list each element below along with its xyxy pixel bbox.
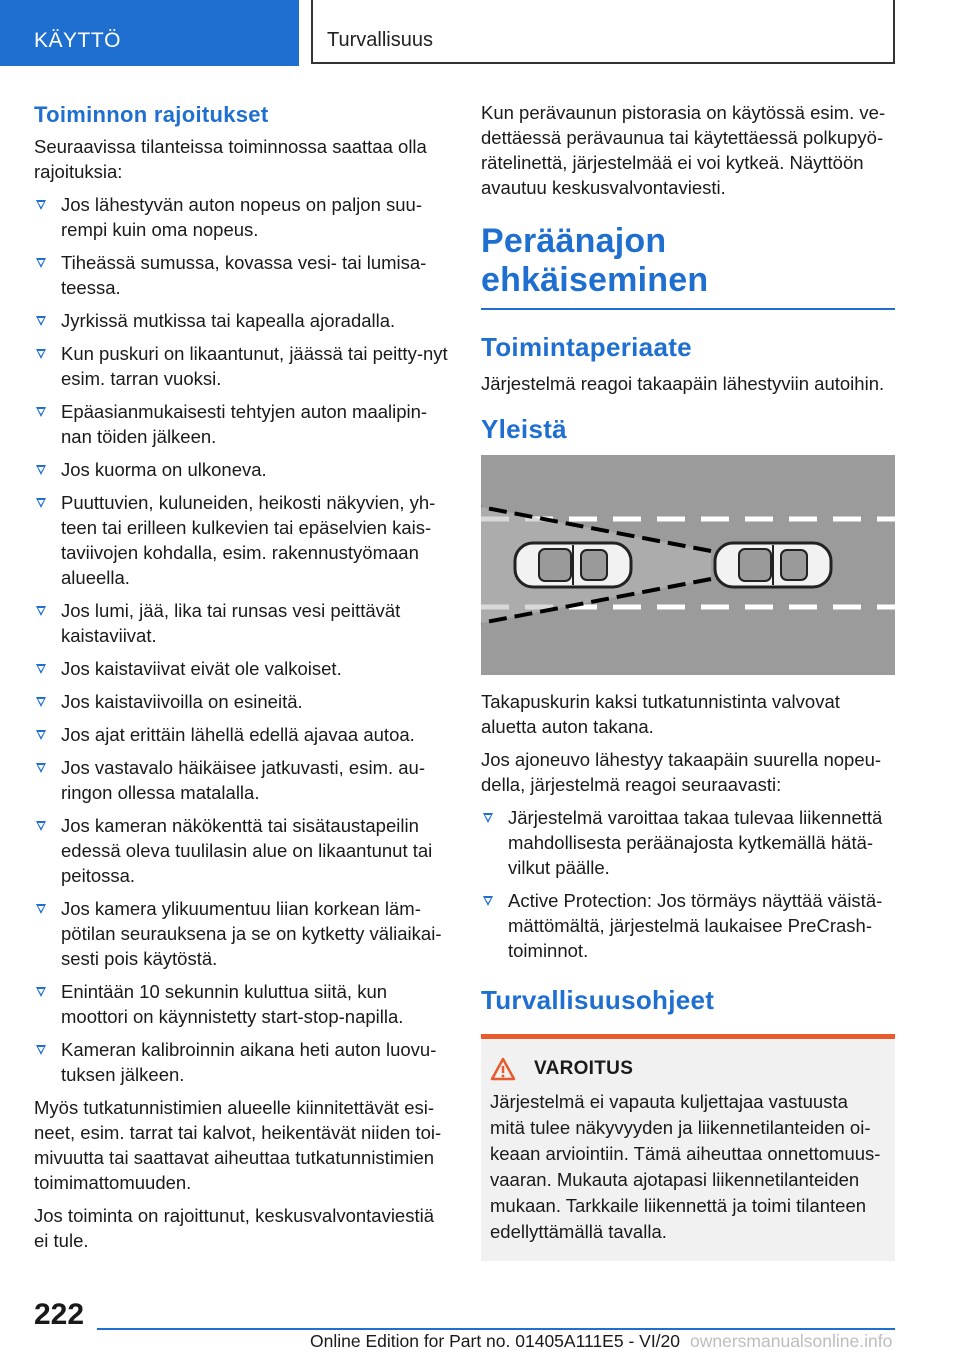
triangle-bullet-icon	[36, 316, 46, 326]
warning-box	[481, 1034, 895, 1261]
list-item	[34, 689, 449, 714]
watermark: ownersmanualsonline.info	[690, 1331, 893, 1351]
warning-text: Järjestelmä ei vapauta kuljettajaa vastuusta mitä tulee näkyvyyden ja liikennetilanteiden oi-keaan arviointiin. Tämä aiheuttaa onnettomuus-vaaran. Mukauta ajotapasi liikennetilanteiden mukaan. Tarkkaile liikennettä ja toimi tilanteen edellyttämällä tavalla.	[490, 1091, 881, 1242]
limitations-heading: Toiminnon rajoitukset	[34, 102, 269, 127]
list-item-text: Jos kameran näkökenttä tai sisätaustapeilin edessä oleva tuulilasin alue on likaantunut tai peitossa.	[61, 815, 433, 886]
list-item	[34, 399, 449, 449]
triangle-bullet-icon	[36, 763, 46, 773]
list-item-text: Jos kaistaviivat eivät ole valkoiset.	[61, 658, 342, 679]
edition-info: Online Edition for Part no. 01405A111E5 - VI/20	[310, 1331, 681, 1351]
limitations-list	[34, 192, 449, 1087]
triangle-bullet-icon	[36, 465, 46, 475]
list-item-text: Jos kuorma on ulkoneva.	[61, 459, 267, 480]
triangle-bullet-icon	[36, 498, 46, 508]
triangle-bullet-icon	[36, 258, 46, 268]
list-item	[34, 755, 449, 805]
list-item-text: Kameran kalibroinnin aikana heti auton luovu-tuksen jälkeen.	[61, 1039, 437, 1085]
list-item-text: Jyrkissä mutkissa tai kapealla ajoradalla.	[61, 310, 396, 331]
list-item	[34, 490, 449, 590]
list-item	[34, 896, 449, 971]
triangle-bullet-icon	[36, 349, 46, 359]
list-item-text: Epäasianmukaisesti tehtyjen auton maalipin-nan töiden jälkeen.	[61, 401, 428, 447]
reaction-list	[481, 805, 895, 963]
triangle-bullet-icon	[36, 987, 46, 997]
list-item-text: Puuttuvien, kuluneiden, heikosti näkyvien, yh-teen tai erilleen kulkevien tai epäselvien kais-taviivojen kohdalla, esim. rakennustyömaan alueella.	[61, 492, 436, 588]
triangle-bullet-icon	[36, 730, 46, 740]
list-item-text: Järjestelmä varoittaa takaa tulevaa liikennettä mahdollisesta peräänajosta kytkemällä hätä-vilkut päälle.	[508, 807, 883, 878]
triangle-bullet-icon	[36, 1045, 46, 1055]
general-heading: Yleistä	[481, 414, 567, 444]
list-item	[34, 341, 449, 391]
list-item-text: Tiheässä sumussa, kovassa vesi- tai lumisa-teessa.	[61, 252, 427, 298]
list-item	[34, 192, 449, 242]
right-column	[481, 100, 895, 1261]
own-car-icon	[715, 543, 831, 587]
list-item	[34, 979, 449, 1029]
list-item	[34, 308, 449, 333]
list-item	[34, 1037, 449, 1087]
list-item-text: Kun puskuri on likaantunut, jäässä tai peitty-nyt esim. tarran vuoksi.	[61, 343, 448, 389]
list-item	[34, 722, 449, 747]
section-tab: KÄYTTÖ	[0, 0, 299, 66]
triangle-bullet-icon	[36, 407, 46, 417]
triangle-bullet-icon	[36, 904, 46, 914]
left-column	[34, 100, 449, 1261]
list-item-text: Jos kamera ylikuumentuu liian korkean läm-pötilan seurauksena ja se on kytketty väliaikai-sesti pois käytöstä.	[61, 898, 442, 969]
list-item	[34, 598, 449, 648]
page-number: 222	[34, 1298, 85, 1331]
triangle-bullet-icon	[36, 697, 46, 707]
triangle-bullet-icon	[483, 813, 493, 823]
trailer-socket-paragraph: Kun perävaunun pistorasia on käytössä esim. ve-dettäessä perävaunua tai käytettäessä polkupyö-rätelinettä, järjestelmää ei voi kytkeä. Näyttöön avautuu keskusvalvontaviesti.	[481, 102, 886, 198]
list-item	[481, 888, 895, 963]
triangle-bullet-icon	[36, 821, 46, 831]
list-item-text: Jos lumi, jää, lika tai runsas vesi peittävät kaistaviivat.	[61, 600, 401, 646]
following-car-icon	[515, 543, 631, 587]
list-item	[481, 805, 895, 880]
radar-illustration	[481, 455, 895, 675]
list-item-text: Enintään 10 sekunnin kuluttua siitä, kun moottori on käynnistetty start-stop-napilla.	[61, 981, 404, 1027]
sensors-paragraph: Takapuskurin kaksi tutkatunnistinta valvovat aluetta auton takana.	[481, 691, 840, 737]
triangle-bullet-icon	[36, 606, 46, 616]
chapter-title	[311, 0, 895, 64]
limitations-intro: Seuraavissa tilanteissa toiminnossa saattaa olla rajoituksia:	[34, 136, 427, 182]
sensor-obstruction-paragraph: Myös tutkatunnistimien alueelle kiinnitettävät esi-neet, esim. tarrat tai kalvot, heikentävät niiden toi-mivuutta tai saattavat aiheuttaa tutkatunnistimien toimimattomuuden.	[34, 1097, 442, 1193]
safety-instructions-heading: Turvallisuusohjeet	[481, 985, 715, 1015]
list-item-text: Jos ajat erittäin lähellä edellä ajavaa autoa.	[61, 724, 415, 745]
triangle-bullet-icon	[36, 664, 46, 674]
road-scene-svg	[481, 455, 895, 675]
chapter-title-text: Turvallisuus	[327, 29, 433, 51]
triangle-bullet-icon	[483, 896, 493, 906]
list-item	[34, 813, 449, 888]
list-item-text: Jos vastavalo häikäisee jatkuvasti, esim. au-ringon ollessa matalalla.	[61, 757, 426, 803]
list-item	[34, 250, 449, 300]
triangle-bullet-icon	[36, 200, 46, 210]
list-item-text: Active Protection: Jos törmäys näyttää väistä-mättömältä, järjestelmä laukaisee PreCrash-toiminnot.	[508, 890, 883, 961]
principle-heading: Toimintaperiaate	[481, 332, 692, 362]
list-item-text: Jos lähestyvän auton nopeus on paljon suu-rempi kuin oma nopeus.	[61, 194, 423, 240]
list-item	[34, 656, 449, 681]
footer-divider	[97, 1328, 895, 1330]
warning-title: VAROITUS	[534, 1058, 634, 1079]
list-item	[34, 457, 449, 482]
reaction-paragraph: Jos ajoneuvo lähestyy takaapäin suurella nopeu-della, järjestelmä reagoi seuraavasti:	[481, 749, 882, 795]
limited-function-paragraph: Jos toiminta on rajoittunut, keskusvalvontaviestiä ei tule.	[34, 1205, 435, 1251]
warning-header	[490, 1057, 886, 1081]
rear-collision-prevention-heading: Peräänajon ehkäiseminen	[481, 222, 895, 310]
principle-text: Järjestelmä reagoi takaapäin lähestyviin autoihin.	[481, 373, 885, 394]
list-item-text: Jos kaistaviivoilla on esineitä.	[61, 691, 303, 712]
warning-triangle-icon	[490, 1057, 516, 1081]
